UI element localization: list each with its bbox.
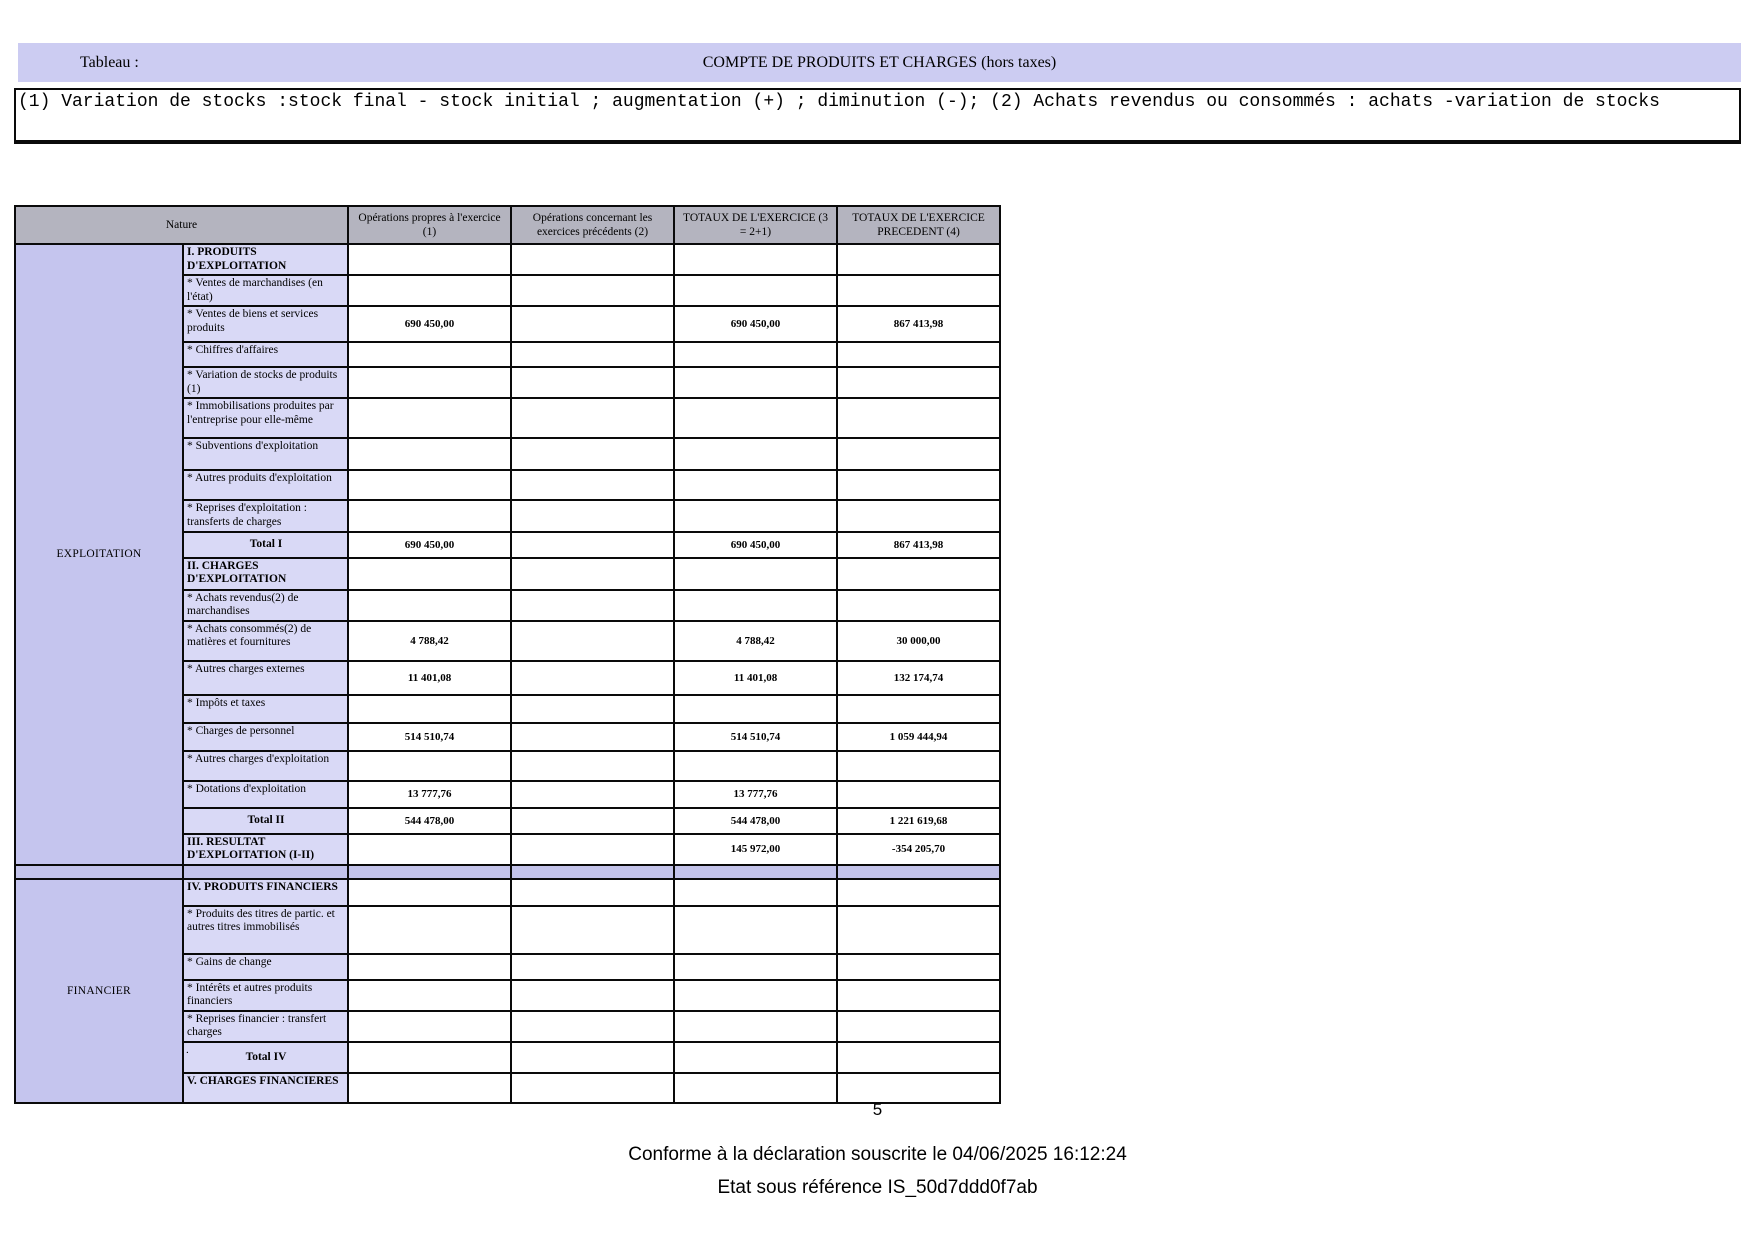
value-cell [511, 661, 674, 695]
value-cell [837, 1073, 1000, 1103]
value-cell: 867 413,98 [837, 532, 1000, 558]
nature-label: * Ventes de marchandises (en l'état) [187, 277, 323, 303]
value-cell [837, 1011, 1000, 1042]
footnote-text: (1) Variation de stocks :stock final - stock initial ; augmentation (+) ; diminution (-); (2) Achats revendus ou consommés : achats -variation de stocks [18, 92, 1660, 112]
value-cell [674, 980, 837, 1011]
nature-label: * Achats revendus(2) de marchandises [187, 591, 299, 618]
value-cell [674, 1011, 837, 1042]
value-cell [674, 367, 837, 398]
value-cell [348, 398, 511, 438]
value-cell: 13 777,76 [348, 781, 511, 808]
value-cell [837, 438, 1000, 470]
separator-cell [511, 865, 674, 879]
value-cell [511, 306, 674, 342]
column-header: Opérations concernant les exercices précédents (2) [511, 206, 674, 244]
nature-cell [183, 275, 348, 306]
value-cell [511, 834, 674, 865]
nature-label: * Autres charges d'exploitation [187, 752, 330, 765]
value-cell [348, 695, 511, 723]
value-cell [348, 558, 511, 590]
nature-prefix: . [186, 1044, 189, 1056]
value-cell [348, 438, 511, 470]
footer-conformity-line: Conforme à la déclaration souscrite le 04/06/2025 16:12:24 [628, 1144, 1127, 1165]
separator-cell [15, 865, 183, 879]
value-cell: -354 205,70 [837, 834, 1000, 865]
value-cell [674, 398, 837, 438]
nature-label: * Chiffres d'affaires [187, 344, 279, 357]
value-cell [511, 275, 674, 306]
value-cell: 867 413,98 [837, 306, 1000, 342]
separator-cell [674, 865, 837, 879]
nature-label: * Reprises financier : transfert charges [187, 1012, 327, 1039]
nature-cell [183, 1011, 348, 1042]
nature-label: V. CHARGES FINANCIERES [187, 1075, 339, 1087]
value-cell [837, 275, 1000, 306]
value-cell [511, 751, 674, 781]
nature-cell [183, 342, 348, 367]
value-cell [511, 244, 674, 275]
value-cell [837, 398, 1000, 438]
nature-cell [183, 695, 348, 723]
value-cell [837, 1042, 1000, 1073]
value-cell: 30 000,00 [837, 621, 1000, 661]
value-cell: 11 401,08 [348, 661, 511, 695]
value-cell [348, 1011, 511, 1042]
value-cell [348, 367, 511, 398]
value-cell [348, 980, 511, 1011]
value-cell [674, 879, 837, 906]
header-row [15, 206, 1000, 244]
value-cell [348, 834, 511, 865]
nature-cell [183, 306, 348, 342]
nature-cell [183, 590, 348, 621]
nature-label: * Autres charges externes [187, 662, 305, 675]
nature-label: Total I [249, 537, 283, 550]
nature-cell [183, 834, 348, 865]
value-cell [674, 500, 837, 531]
table-row [15, 879, 1000, 906]
nature-label: * Dotations d'exploitation [187, 782, 306, 795]
value-cell [837, 879, 1000, 906]
separator-cell [837, 865, 1000, 879]
nature-cell [183, 879, 348, 906]
value-cell [348, 500, 511, 531]
column-header: TOTAUX DE L'EXERCICE (3 = 2+1) [674, 206, 837, 244]
nature-cell [183, 1042, 348, 1073]
nature-label: * Intérêts et autres produits financiers [187, 981, 313, 1008]
value-cell [511, 906, 674, 954]
value-cell: 145 972,00 [674, 834, 837, 865]
table-body [15, 244, 1000, 1103]
value-cell [674, 751, 837, 781]
value-cell [348, 879, 511, 906]
value-cell [674, 906, 837, 954]
value-cell [511, 879, 674, 906]
value-cell [511, 1042, 674, 1073]
nature-cell [183, 980, 348, 1011]
nature-label: * Variation de stocks de produits (1) [187, 369, 338, 395]
cpc-table [14, 205, 1001, 1104]
nature-label: Total IV [245, 1050, 287, 1063]
nature-cell [183, 532, 348, 558]
nature-label: II. CHARGES D'EXPLOITATION [187, 559, 287, 586]
value-cell [674, 695, 837, 723]
value-cell [674, 244, 837, 275]
nature-label: IV. PRODUITS FINANCIERS [187, 880, 338, 893]
value-cell [837, 558, 1000, 590]
nature-cell [183, 808, 348, 834]
nature-label: * Charges de personnel [187, 724, 295, 737]
nature-cell [183, 500, 348, 531]
value-cell [348, 751, 511, 781]
value-cell [511, 367, 674, 398]
nature-label: * Autres produits d'exploitation [187, 472, 332, 485]
value-cell [348, 1042, 511, 1073]
value-cell [348, 470, 511, 500]
value-cell [837, 695, 1000, 723]
value-cell [511, 621, 674, 661]
value-cell [511, 1073, 674, 1103]
value-cell [837, 906, 1000, 954]
value-cell [837, 470, 1000, 500]
value-cell [837, 367, 1000, 398]
nature-cell [183, 781, 348, 808]
nature-cell [183, 906, 348, 954]
value-cell: 690 450,00 [674, 306, 837, 342]
nature-label: * Immobilisations produites par l'entreprise pour elle-même [187, 400, 334, 426]
value-cell [511, 980, 674, 1011]
value-cell: 4 788,42 [348, 621, 511, 661]
section-separator-row [15, 865, 1000, 879]
nature-cell [183, 558, 348, 590]
value-cell [348, 244, 511, 275]
nature-cell [183, 244, 348, 275]
nature-label: * Gains de change [187, 955, 272, 968]
value-cell [511, 500, 674, 531]
value-cell [837, 980, 1000, 1011]
table-row [15, 244, 1000, 275]
value-cell: 1 059 444,94 [837, 723, 1000, 751]
page-number: 5 [872, 1100, 883, 1119]
nature-label: * Reprises d'exploitation : transferts de charges [187, 502, 307, 528]
nature-cell [183, 954, 348, 980]
value-cell [348, 1073, 511, 1103]
value-cell [674, 1073, 837, 1103]
value-cell [511, 781, 674, 808]
value-cell [511, 532, 674, 558]
nature-cell [183, 723, 348, 751]
value-cell [348, 954, 511, 980]
nature-cell [183, 367, 348, 398]
separator-cell [348, 865, 511, 879]
value-cell [511, 558, 674, 590]
value-cell [511, 808, 674, 834]
nature-label: * Ventes de biens et services produits [187, 308, 319, 334]
value-cell [674, 275, 837, 306]
value-cell [837, 751, 1000, 781]
nature-label: III. RESULTAT D'EXPLOITATION (I-II) [187, 835, 315, 862]
separator-cell [183, 865, 348, 879]
value-cell: 690 450,00 [348, 532, 511, 558]
value-cell [674, 1042, 837, 1073]
value-cell [511, 954, 674, 980]
nature-label: * Subventions d'exploitation [187, 440, 319, 453]
value-cell [511, 398, 674, 438]
value-cell [837, 781, 1000, 808]
value-cell [837, 954, 1000, 980]
value-cell: 1 221 619,68 [837, 808, 1000, 834]
value-cell [674, 590, 837, 621]
footnote-box [14, 88, 1741, 144]
section-label: EXPLOITATION [15, 244, 183, 865]
value-cell [511, 695, 674, 723]
tableau-label: Tableau : [80, 53, 139, 71]
value-cell [837, 342, 1000, 367]
table-header [15, 206, 1000, 244]
nature-cell [183, 621, 348, 661]
value-cell [511, 342, 674, 367]
value-cell: 690 450,00 [348, 306, 511, 342]
table-banner [18, 43, 1741, 82]
nature-column-header: Nature [15, 206, 348, 244]
value-cell [511, 1011, 674, 1042]
column-header: Opérations propres à l'exercice (1) [348, 206, 511, 244]
value-cell [837, 500, 1000, 531]
value-cell: 13 777,76 [674, 781, 837, 808]
section-label: FINANCIER [15, 879, 183, 1103]
value-cell [348, 906, 511, 954]
value-cell [674, 954, 837, 980]
nature-label: * Produits des titres de partic. et autres titres immobilisés [187, 907, 335, 934]
value-cell: 544 478,00 [674, 808, 837, 834]
value-cell [674, 342, 837, 367]
value-cell [837, 244, 1000, 275]
value-cell [674, 558, 837, 590]
nature-cell [183, 398, 348, 438]
value-cell [348, 342, 511, 367]
value-cell [511, 723, 674, 751]
value-cell: 4 788,42 [674, 621, 837, 661]
nature-label: I. PRODUITS D'EXPLOITATION [187, 246, 287, 272]
value-cell [348, 590, 511, 621]
nature-label: * Achats consommés(2) de matières et fournitures [187, 622, 312, 649]
value-cell [837, 590, 1000, 621]
page-title: COMPTE DE PRODUITS ET CHARGES (hors taxes) [702, 53, 1057, 71]
nature-cell [183, 751, 348, 781]
value-cell: 544 478,00 [348, 808, 511, 834]
nature-cell [183, 661, 348, 695]
nature-label: * Impôts et taxes [187, 696, 266, 709]
value-cell: 514 510,74 [348, 723, 511, 751]
value-cell: 690 450,00 [674, 532, 837, 558]
value-cell [511, 590, 674, 621]
nature-label: Total II [247, 813, 285, 826]
nature-cell [183, 438, 348, 470]
footer-reference-line: Etat sous référence IS_50d7ddd0f7ab [717, 1177, 1038, 1198]
value-cell [511, 470, 674, 500]
value-cell: 11 401,08 [674, 661, 837, 695]
value-cell [348, 275, 511, 306]
column-header: TOTAUX DE L'EXERCICE PRECEDENT (4) [837, 206, 1000, 244]
value-cell [674, 470, 837, 500]
value-cell [511, 438, 674, 470]
value-cell [674, 438, 837, 470]
nature-cell [183, 1073, 348, 1103]
value-cell: 132 174,74 [837, 661, 1000, 695]
value-cell: 514 510,74 [674, 723, 837, 751]
nature-cell [183, 470, 348, 500]
